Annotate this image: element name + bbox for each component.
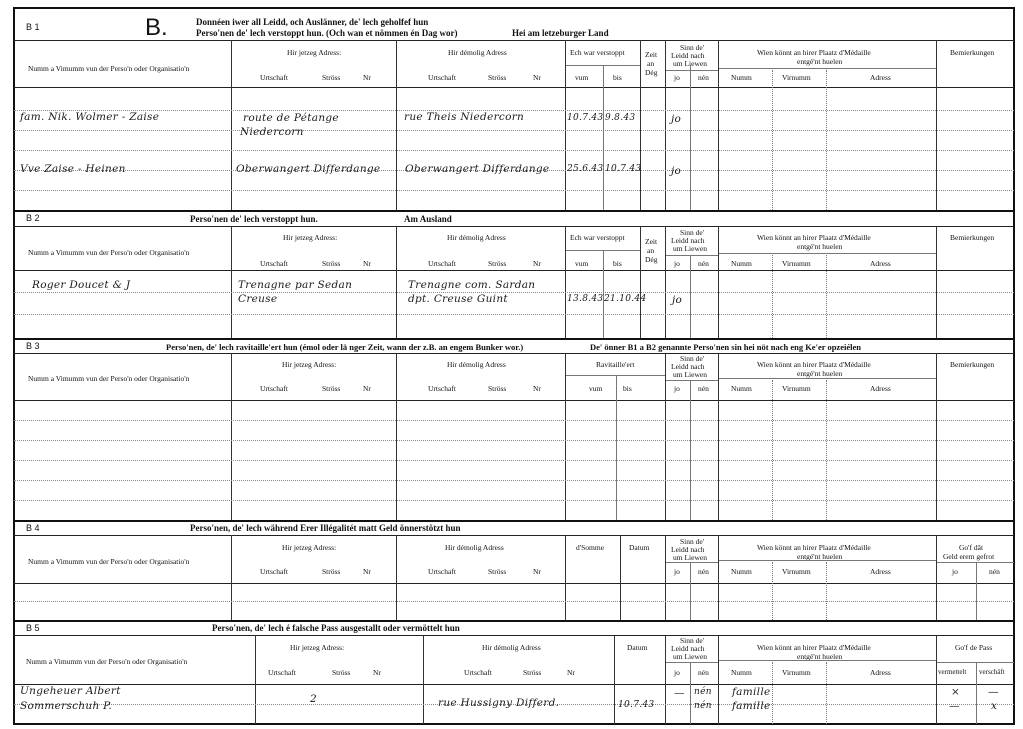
b5-title: Perso'nen, de' lech é falsche Pass ausgestallt oder vermöttelt hun (212, 623, 460, 633)
col-suffered-2: Leidd nach (671, 545, 705, 554)
b1-current2: Niedercorn (240, 126, 304, 138)
col-medal-2: entgé'nt huelen (797, 552, 843, 561)
divider (719, 253, 936, 254)
b3-title: Perso'nen, de' lech ravitaille'ert hun (émol oder lä nger Zeit, wann der z.B. an engem Bunker wor.) (166, 342, 524, 352)
b5-pass-given: × (951, 686, 961, 698)
col-divider (690, 255, 691, 338)
col-ravitailleert: Ravitaille'ert (596, 360, 635, 369)
col-time-c: Dég (645, 68, 658, 77)
divider (14, 400, 1014, 401)
b1-yes: jo (671, 113, 682, 125)
col-divider (936, 635, 937, 724)
b1-former: rue Theis Niedercorn (404, 111, 525, 123)
col-virnumm: Virnumm (782, 668, 811, 677)
divider (937, 662, 1014, 663)
col-divider (665, 40, 666, 210)
col-suffered-3: um Liewen (673, 553, 707, 562)
col-divider (565, 353, 566, 520)
row-line (14, 292, 1014, 293)
col-virnumm: Virnumm (782, 73, 811, 82)
col-divider (231, 535, 232, 620)
row-line (14, 420, 1014, 421)
divider (566, 250, 640, 251)
divider (937, 562, 1014, 563)
b5-medal: famille (732, 686, 771, 698)
col-town: Urtschaft (260, 384, 288, 393)
col-former-address: Hir démolig Adress (447, 360, 506, 369)
col-divider (255, 635, 256, 724)
col-former-address: Hir démolig Adress (447, 233, 506, 242)
col-time-a: Zeit (645, 237, 658, 246)
col-divider (936, 40, 937, 210)
col-divider (936, 226, 937, 338)
col-divider (718, 535, 719, 620)
divider (14, 353, 1014, 354)
col-medal-1: Wien könnt an hirer Plaatz d'Médaille (757, 543, 871, 552)
col-somme: d'Somme (576, 543, 605, 552)
b2-from: 13.8.43 (567, 294, 604, 304)
b5-street-nr: 2 (310, 693, 317, 705)
col-divider (231, 40, 232, 210)
b2-name: Roger Doucet & J (32, 279, 131, 291)
form-title-line1: Donnéen iwer all Leidd, och Auslänner, de' lech geholfef hun (196, 17, 429, 27)
col-pass-given: vermettelt (938, 668, 967, 676)
col-from: vum (575, 259, 589, 268)
col-numm: Numm (731, 384, 752, 393)
col-suffered-3: um Liewen (673, 59, 707, 68)
col-divider (772, 662, 773, 724)
row-line (14, 190, 1014, 191)
col-current-address: Hir jetzeg Adress: (290, 643, 345, 652)
col-street: Ströss (322, 384, 341, 393)
b1-to: 10.7.43 (605, 164, 642, 174)
b1-name: Vve Zaise - Heinen (20, 163, 126, 175)
row-line (14, 460, 1014, 461)
col-virnumm: Virnumm (782, 567, 811, 576)
col-divider (690, 380, 691, 520)
col-divider (665, 635, 666, 724)
divider (14, 684, 1014, 685)
col-hidden: Ech war verstoppt (570, 48, 625, 57)
col-virnumm: Virnumm (782, 259, 811, 268)
col-suffered-1: Sinn de' (680, 636, 705, 645)
form-title-line2: Perso'nen de' lech verstoppt hun. (Och wan et nömmen én Dag wor) (196, 28, 458, 38)
col-divider (396, 40, 397, 210)
col-suffered-1: Sinn de' (680, 43, 705, 52)
col-nr: Nr (363, 567, 371, 576)
b2-current2: Creuse (238, 293, 278, 305)
b5-pass-sold2: x (991, 700, 998, 712)
col-town: Urtschaft (428, 73, 456, 82)
row-line (14, 130, 1014, 131)
col-gold-2: Geld erem gefrot (943, 552, 995, 561)
col-divider (772, 70, 773, 210)
section-label-b1: B 1 (26, 22, 40, 32)
b1-from: 25.6.43 (567, 164, 604, 174)
col-nr: Nr (533, 259, 541, 268)
row-line (14, 480, 1014, 481)
col-no: nén (698, 73, 709, 82)
col-numm: Numm (731, 567, 752, 576)
col-adress: Adress (870, 668, 891, 677)
divider (14, 270, 1014, 271)
col-divider (772, 380, 773, 520)
col-hidden: Ech war verstoppt (570, 233, 625, 242)
col-pass-sold: verschäft (979, 668, 1005, 676)
col-divider (396, 535, 397, 620)
col-town: Urtschaft (428, 567, 456, 576)
b5-name: Ungeheuer Albert (20, 685, 121, 697)
col-numm: Numm (731, 668, 752, 677)
col-divider (690, 662, 691, 724)
row-line (14, 440, 1014, 441)
b1-name: fam. Nik. Wolmer - Zaise (20, 111, 160, 123)
col-divider (826, 380, 827, 520)
col-name-header: Numm a Vimumm vun der Perso'n oder Organisatio'n (28, 557, 190, 566)
col-divider (826, 562, 827, 620)
section-divider (14, 520, 1014, 522)
b2-title: Perso'nen de' lech verstoppt hun. (190, 214, 318, 224)
col-divider (665, 226, 666, 338)
col-divider (665, 353, 666, 520)
col-divider (826, 70, 827, 210)
col-street: Ströss (523, 668, 542, 677)
divider (14, 635, 1014, 636)
col-medal-2: entgé'nt huelen (797, 57, 843, 66)
col-yes: jo (674, 259, 680, 268)
col-suffered-3: um Liewen (673, 652, 707, 661)
b5-medal2: famille (732, 700, 771, 712)
divider (719, 660, 936, 661)
divider (666, 562, 718, 563)
col-divider (396, 226, 397, 338)
col-remarks: Bemierkungen (950, 233, 995, 242)
col-name-header: Numm a Vimumm vun der Perso'n oder Organisatio'n (26, 657, 188, 666)
col-divider (231, 353, 232, 520)
col-suffered-3: um Liewen (673, 244, 707, 253)
col-town: Urtschaft (268, 668, 296, 677)
col-town: Urtschaft (260, 567, 288, 576)
col-divider (690, 65, 691, 210)
b5-date: 10.7.43 (618, 700, 655, 710)
b1-from: 10.7.43 (567, 113, 604, 123)
b5-pass-sold: — (988, 686, 999, 698)
col-medal-1: Wien könnt an hirer Plaatz d'Médaille (757, 360, 871, 369)
b1-current: Oberwangert Differdange (236, 163, 381, 175)
col-time-c: Dég (645, 255, 658, 264)
b1-former: Oberwangert Differdange (405, 163, 550, 175)
col-former-address: Hir démolig Adress (482, 643, 541, 652)
col-virnumm: Virnumm (782, 384, 811, 393)
col-suffered-2: Leidd nach (671, 362, 705, 371)
col-suffered-2: Leidd nach (671, 51, 705, 60)
col-street: Ströss (488, 567, 507, 576)
b3-title-right: De' önner B1 a B2 genannte Perso'nen sin hei nöt nach eng Ke'er opzeiélen (590, 342, 861, 352)
b2-title-right: Am Ausland (404, 214, 452, 224)
b1-yes: jo (671, 165, 682, 177)
col-divider (616, 375, 617, 520)
divider (719, 560, 936, 561)
col-nr: Nr (533, 73, 541, 82)
col-nr: Nr (363, 73, 371, 82)
divider (719, 378, 936, 379)
divider (666, 662, 718, 663)
col-name-header: Numm a Vimumm vun der Perso'n oder Organisatio'n (28, 64, 190, 73)
col-from: vum (589, 384, 603, 393)
col-town: Urtschaft (428, 384, 456, 393)
col-no: nén (698, 259, 709, 268)
col-nr: Nr (363, 259, 371, 268)
b5-no2: nén (694, 701, 712, 711)
form-letter: B. (145, 14, 168, 41)
col-medal-2: entgé'nt huelen (797, 242, 843, 251)
col-adress: Adress (870, 73, 891, 82)
col-datum: Datum (629, 543, 650, 552)
col-divider (976, 562, 977, 620)
col-medal-2: entgé'nt huelen (797, 652, 843, 661)
b2-current: Trenagne par Sedan (238, 279, 353, 291)
col-divider (565, 226, 566, 338)
col-nr: Nr (533, 567, 541, 576)
col-numm: Numm (731, 73, 752, 82)
divider (14, 583, 1014, 584)
col-suffered-3: um Liewen (673, 370, 707, 379)
col-divider (614, 635, 615, 724)
col-time-b: an (647, 59, 655, 68)
form-title-line2-right: Hei am letzeburger Land (512, 28, 609, 38)
col-medal-1: Wien könnt an hirer Plaatz d'Médaille (757, 48, 871, 57)
col-pass: Go'f de Pass (955, 643, 993, 652)
col-suffered-1: Sinn de' (680, 228, 705, 237)
row-line (14, 500, 1014, 501)
col-divider (565, 535, 566, 620)
col-divider (936, 535, 937, 620)
col-to: bis (623, 384, 632, 393)
col-medal-1: Wien könnt an hirer Plaatz d'Médaille (757, 233, 871, 242)
col-adress: Adress (870, 259, 891, 268)
col-divider (718, 40, 719, 210)
col-no: nén (698, 384, 709, 393)
col-no: nén (698, 567, 709, 576)
col-divider (718, 226, 719, 338)
col-time-b: an (647, 246, 655, 255)
col-name-header: Numm a Vimumm vun der Perso'n oder Organisatio'n (28, 248, 190, 257)
col-current-address: Hir jetzeg Adress: (282, 360, 337, 369)
col-yes: jo (674, 73, 680, 82)
col-to: bis (613, 73, 622, 82)
col-medal-1: Wien könnt an hirer Plaatz d'Médaille (757, 643, 871, 652)
col-remarks: Bemierkungen (950, 360, 995, 369)
col-no: nén (698, 668, 709, 677)
col-former-address: Hir démolig Adress (445, 543, 504, 552)
col-divider (396, 353, 397, 520)
col-nr: Nr (363, 384, 371, 393)
b5-pass-given2: — (949, 700, 960, 712)
col-street: Ströss (322, 73, 341, 82)
col-adress: Adress (870, 567, 891, 576)
b4-title: Perso'nen, de' lech während Erer Illégalitét matt Geld önnerstötzt hun (190, 523, 461, 533)
row-line (14, 601, 1014, 602)
divider (666, 70, 718, 71)
col-divider (772, 255, 773, 338)
b5-name2: Sommerschuh P. (20, 700, 113, 712)
section-divider (14, 620, 1014, 622)
col-current-address: Hir jetzeg Adress: (283, 233, 338, 242)
col-numm: Numm (731, 259, 752, 268)
col-divider (690, 562, 691, 620)
b2-former2: dpt. Creuse Guint (408, 293, 508, 305)
col-divider (718, 635, 719, 724)
divider (666, 255, 718, 256)
col-medal-2: entgé'nt huelen (797, 369, 843, 378)
section-label-b2: B 2 (26, 213, 40, 223)
b2-yes: jo (672, 294, 683, 306)
col-divider (640, 226, 641, 338)
b5-yes: — (674, 687, 685, 699)
col-nr: Nr (567, 668, 575, 677)
col-street: Ströss (322, 259, 341, 268)
col-divider (976, 662, 977, 724)
col-current-address: Hir jetzeg Adress: (282, 543, 337, 552)
col-former-address: Hir démolig Adress (448, 48, 507, 57)
col-to: bis (613, 259, 622, 268)
col-town: Urtschaft (428, 259, 456, 268)
col-street: Ströss (332, 668, 351, 677)
b2-to: 21.10.44 (604, 294, 647, 304)
b1-current: route de Pétange (243, 112, 339, 124)
b1-to: 9.8.43 (605, 113, 636, 123)
col-divider (936, 353, 937, 520)
col-divider (231, 226, 232, 338)
divider (14, 535, 1014, 536)
col-gold-no: nén (989, 567, 1000, 576)
col-street: Ströss (488, 384, 507, 393)
col-remarks: Bemierkungen (950, 48, 995, 57)
divider (566, 375, 665, 376)
col-divider (772, 562, 773, 620)
col-nr: Nr (373, 668, 381, 677)
b5-former: rue Hussigny Differd. (438, 697, 560, 709)
divider (566, 65, 640, 66)
col-town: Urtschaft (260, 73, 288, 82)
col-street: Ströss (322, 567, 341, 576)
section-divider (14, 338, 1014, 340)
section-label-b3: B 3 (26, 341, 40, 351)
section-label-b5: B 5 (26, 623, 40, 633)
col-divider (603, 65, 604, 210)
col-from: vum (575, 73, 589, 82)
col-suffered-1: Sinn de' (680, 537, 705, 546)
col-gold-yes: jo (952, 567, 958, 576)
col-yes: jo (674, 384, 680, 393)
col-street: Ströss (488, 259, 507, 268)
divider (14, 226, 1014, 227)
col-divider (826, 255, 827, 338)
col-divider (826, 662, 827, 724)
divider (719, 68, 936, 69)
col-suffered-2: Leidd nach (671, 644, 705, 653)
col-street: Ströss (488, 73, 507, 82)
section-divider (14, 210, 1014, 212)
col-divider (640, 40, 641, 210)
col-town: Urtschaft (260, 259, 288, 268)
row-line (14, 314, 1014, 315)
b5-no: nén (694, 687, 712, 697)
col-current-address: Hir jetzeg Adress: (287, 48, 342, 57)
col-divider (665, 535, 666, 620)
col-time-a: Zeit (645, 50, 658, 59)
divider (14, 40, 1014, 41)
col-town: Urtschaft (464, 668, 492, 677)
row-line (14, 150, 1014, 151)
col-suffered-1: Sinn de' (680, 354, 705, 363)
col-divider (423, 635, 424, 724)
col-nr: Nr (533, 384, 541, 393)
col-gold-1: Go'f dât (959, 543, 984, 552)
col-divider (620, 535, 621, 620)
col-name-header: Numm a Vimumm vun der Perso'n oder Organisatio'n (28, 374, 190, 383)
section-label-b4: B 4 (26, 523, 40, 533)
col-datum: Datum (627, 643, 648, 652)
col-suffered-2: Leidd nach (671, 236, 705, 245)
col-adress: Adress (870, 384, 891, 393)
col-yes: jo (674, 567, 680, 576)
divider (14, 87, 1014, 88)
divider (666, 380, 718, 381)
col-yes: jo (674, 668, 680, 677)
b2-former: Trenagne com. Sardan (408, 279, 536, 291)
